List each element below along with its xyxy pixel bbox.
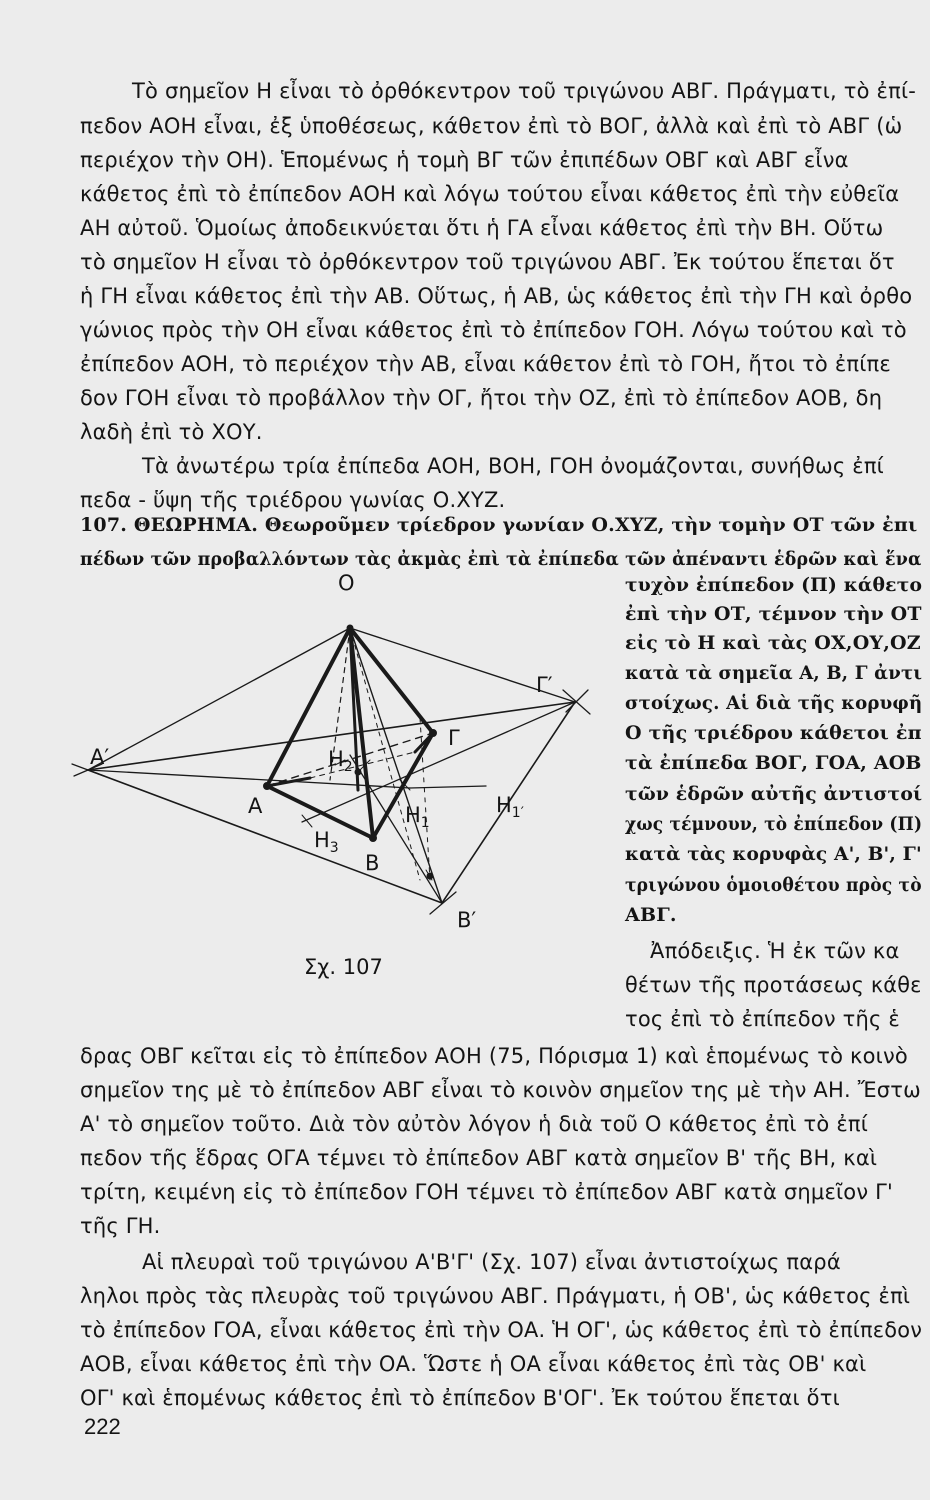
text-line: Τὸ σημεῖον Η εἶναι τὸ ὀρθόκεντρον τοῦ τριγώνου ΑΒΓ. Πράγματι, τὸ ἐπί- xyxy=(132,79,917,103)
theorem-line: στοίχως. Αἱ διὰ τῆς κορυφῆ xyxy=(625,692,923,714)
theorem-line: Ο τῆς τριέδρου κάθετοι ἐπ xyxy=(625,722,922,744)
text-line: ΑΟΒ, εἶναι κάθετος ἐπὶ τὴν ΟΑ. Ὥστε ἡ ΟΑ εἶναι κάθετος ἐπὶ τὰς ΟΒ' καὶ xyxy=(80,1352,867,1376)
theorem-line: χως τέμνουν, τὸ ἐπίπεδον (Π) xyxy=(625,813,923,835)
text-line: πεδα - ὕψη τῆς τριέδρου γωνίας Ο.ΧΥΖ. xyxy=(80,488,506,512)
figure-caption: Σχ. 107 xyxy=(304,955,383,979)
text-line: Α' τὸ σημεῖον τοῦτο. Διὰ τὸν αὐτὸν λόγον ἡ διὰ τοῦ Ο κάθετος ἐπὶ τὸ ἐπί xyxy=(80,1112,869,1136)
label-H1prime: $H_{1'}$ xyxy=(496,793,524,821)
text-line: τὸ σημεῖον Η εἶναι τὸ ὀρθόκεντρον τοῦ τριγώνου ΑΒΓ. Ἐκ τούτου ἕπεται ὅτ xyxy=(80,250,895,274)
text-line: τῆς ΓΗ. xyxy=(80,1214,161,1238)
text-line: ληλοι πρὸς τὰς πλευρὰς τοῦ τριγώνου ΑΒΓ. Πράγματι, ἡ ΟΒ', ὡς κάθετος ἐπὶ xyxy=(80,1284,911,1308)
text-line: σημεῖον της μὲ τὸ ἐπίπεδον ΑΒΓ εἶναι τὸ κοινὸν σημεῖον της μὲ τὴν ΑΗ. Ἔστω xyxy=(80,1078,921,1102)
label-H2: $H_2$ xyxy=(328,747,353,775)
theorem-line: ἐπὶ τὴν ΟΤ, τέμνον τὴν ΟΤ xyxy=(625,603,922,625)
theorem-line: τυχὸν ἐπίπεδον (Π) κάθετο xyxy=(625,574,923,596)
label-Bprime: Β′ xyxy=(457,908,477,932)
label-Gprime: Γ′ xyxy=(536,673,553,697)
text-line: δον ΓΟΗ εἶναι τὸ προβάλλον τὴν ΟΓ, ἤτοι τὴν ΟΖ, ἐπὶ τὸ ἐπίπεδον ΑΟΒ, δη xyxy=(80,386,883,410)
figure-107 xyxy=(65,565,605,985)
theorem-line: ΑΒΓ. xyxy=(625,904,677,926)
proof-line: Ἀπόδειξις. Ἡ ἐκ τῶν κα xyxy=(650,939,900,963)
text-line: δρας ΟΒΓ κεῖται εἰς τὸ ἐπίπεδον ΑΟΗ (75, Πόρισμα 1) καὶ ἑπομένως τὸ κοινὸ xyxy=(80,1044,908,1068)
text-line: Αἱ πλευραὶ τοῦ τριγώνου Α'Β'Γ' (Σχ. 107) εἶναι ἀντιστοίχως παρά xyxy=(142,1250,841,1274)
label-G: Γ xyxy=(448,726,460,750)
line-H1-H1prime xyxy=(410,786,486,788)
text-line: λαδὴ ἐπὶ τὸ ΧΟΥ. xyxy=(80,420,263,444)
edge-Aprime-Bprime xyxy=(88,770,442,903)
theorem-line: κατὰ τὰς κορυφὰς Α', Β', Γ' xyxy=(625,843,922,865)
edge-O-G xyxy=(350,628,433,733)
theorem-line: κατὰ τὰ σημεῖα Α, Β, Γ ἀντι xyxy=(625,662,923,684)
theorem-line: τῶν ἑδρῶν αὐτῆς ἀντιστοί xyxy=(625,783,923,805)
text-line: ΑΗ αὐτοῦ. Ὁμοίως ἀποδεικνύεται ὅτι ἡ ΓΑ εἶναι κάθετος ἐπὶ τὴν ΒΗ. Οὕτω xyxy=(80,216,884,240)
text-line: πεδον ΑΟΗ εἶναι, ἐξ ὑποθέσεως, κάθετον ἐπὶ τὸ ΒΟΓ, ἀλλὰ καὶ ἐπὶ τὸ ΑΒΓ (ὡ xyxy=(80,114,903,138)
text-line: ΟΓ' καὶ ἑπομένως κάθετος ἐπὶ τὸ ἐπίπεδον Β'ΟΓ'. Ἐκ τούτου ἕπεται ὅτι xyxy=(80,1386,840,1410)
page-number: 222 xyxy=(84,1414,121,1439)
text-line: περιέχον τὴν ΟΗ). Ἑπομένως ἡ τομὴ ΒΓ τῶν ἐπιπέδων ΟΒΓ καὶ ΑΒΓ εἶνα xyxy=(80,148,849,172)
label-A: Α xyxy=(248,794,263,818)
text-line: τρίτη, κειμένη εἰς τὸ ἐπίπεδον ΓΟΗ τέμνει τὸ ἐπίπεδον ΑΒΓ κατὰ σημεῖον Γ' xyxy=(80,1180,894,1204)
label-O: Ο xyxy=(338,571,355,595)
text-line: πεδον τῆς ἕδρας ΟΓΑ τέμνει τὸ ἐπίπεδον ΑΒΓ κατὰ σημεῖον Β' τῆς ΒΗ, καὶ xyxy=(80,1146,878,1170)
text-line: γώνιος πρὸς τὴν ΟΗ εἶναι κάθετος ἐπὶ τὸ ἐπίπεδον ΓΟΗ. Λόγω τούτου καὶ τὸ xyxy=(80,318,907,342)
text-line: κάθετος ἐπὶ τὸ ἐπίπεδον ΑΟΗ καὶ λόγω τούτου εἶναι κάθετος ἐπὶ τὴν εὐθεῖα xyxy=(80,182,900,206)
label-Aprime: Α′ xyxy=(90,745,110,769)
proof-line: τος ἐπὶ τὸ ἐπίπεδον τῆς ἑ xyxy=(625,1007,900,1031)
proof-line: θέτων τῆς προτάσεως κάθε xyxy=(625,973,922,997)
label-H3: $H_3$ xyxy=(314,828,339,856)
theorem-line: τὰ ἐπίπεδα ΒΟΓ, ΓΟΑ, ΑΟΒ xyxy=(625,752,922,774)
label-B: Β xyxy=(365,851,380,875)
theorem-line: εἰς τὸ Η καὶ τὰς ΟΧ,ΟΥ,ΟΖ xyxy=(625,632,921,654)
text-line: Τὰ ἀνωτέρω τρία ἐπίπεδα ΑΟΗ, ΒΟΗ, ΓΟΗ ὀνομάζονται, συνήθως ἐπί xyxy=(142,454,884,478)
text-line: τὸ ἐπίπεδον ΓΟΑ, εἶναι κάθετος ἐπὶ τὴν ΟΑ. Ἡ ΟΓ', ὡς κάθετος ἐπὶ τὸ ἐπίπεδον xyxy=(80,1318,923,1342)
theorem-line: πέδων τῶν προβαλλόντων τὰς ἀκμὰς ἐπὶ τὰ ἐπίπεδα τῶν ἀπέναντι ἑδρῶν καὶ ἕνα xyxy=(80,548,922,570)
theorem-line: 107. ΘΕΩΡΗΜΑ. Θεωροῦμεν τρίεδρον γωνίαν Ο.ΧΥΖ, τὴν τομὴν ΟΤ τῶν ἐπι xyxy=(80,514,918,536)
theorem-line: τριγώνου ὁμοιοθέτου πρὸς τὸ xyxy=(625,874,922,896)
label-H1: $H_1$ xyxy=(405,803,430,831)
text-line: ἡ ΓΗ εἶναι κάθετος ἐπὶ τὴν ΑΒ. Οὕτως, ἡ ΑΒ, ὡς κάθετος ἐπὶ τὴν ΓΗ καὶ ὀρθο xyxy=(80,284,913,308)
text-line: ἐπίπεδον ΑΟΗ, τὸ περιέχον τὴν ΑΒ, εἶναι κάθετον ἐπὶ τὸ ΓΟΗ, ἤτοι τὸ ἐπίπε xyxy=(80,352,891,376)
